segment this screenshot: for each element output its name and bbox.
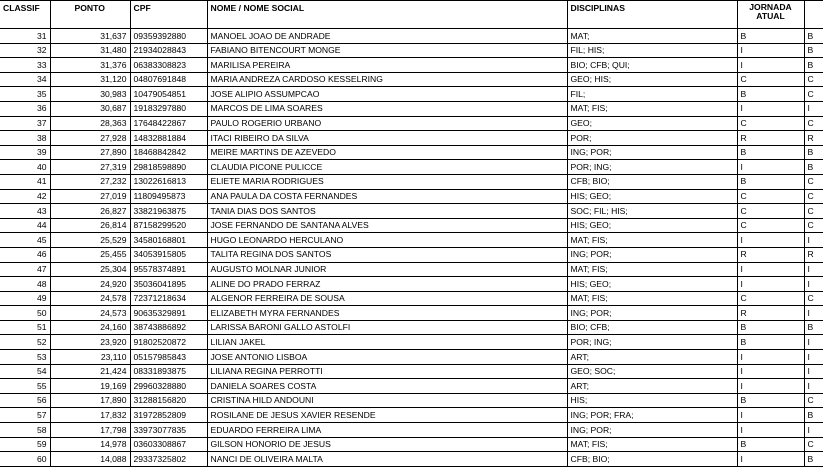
nome-cell: GILSON HONORIO DE JESUS (207, 437, 567, 452)
nome-cell: ALGENOR FERREIRA DE SOUSA (207, 291, 567, 306)
nome-cell: AUGUSTO MOLNAR JUNIOR (207, 262, 567, 277)
table-row (0, 335, 823, 350)
classif-cell: 57 (0, 408, 50, 423)
jornada-extra-cell: I (804, 335, 823, 350)
ponto-cell: 27,928 (50, 131, 130, 146)
ponto-cell: 23,920 (50, 335, 130, 350)
nome-cell: JOSE ANTONIO LISBOA (207, 350, 567, 365)
classif-cell: 40 (0, 160, 50, 175)
cpf-cell: 31972852809 (130, 408, 207, 423)
ponto-cell: 25,304 (50, 262, 130, 277)
ponto-cell: 24,920 (50, 277, 130, 292)
ponto-cell: 28,363 (50, 116, 130, 131)
classif-cell: 34 (0, 72, 50, 87)
nome-cell: ANA PAULA DA COSTA FERNANDES (207, 189, 567, 204)
cpf-cell: 17648422867 (130, 116, 207, 131)
nome-cell: CRISTINA HILD ANDOUNI (207, 393, 567, 408)
ponto-cell: 25,529 (50, 233, 130, 248)
table-row (0, 58, 823, 73)
cpf-cell: 34053915805 (130, 247, 207, 262)
cpf-cell: 34580168801 (130, 233, 207, 248)
classif-cell: 50 (0, 306, 50, 321)
jornada-atual-cell: B (737, 29, 804, 44)
nome-cell: MARIA ANDREZA CARDOSO KESSELRING (207, 72, 567, 87)
disciplinas-cell: ING; POR; (567, 423, 737, 438)
disciplinas-cell: ING; POR; (567, 145, 737, 160)
cpf-cell: 13022616813 (130, 174, 207, 189)
nome-cell: ITACI RIBEIRO DA SILVA (207, 131, 567, 146)
cpf-cell: 29337325802 (130, 452, 207, 467)
nome-cell: MEIRE MARTINS DE AZEVEDO (207, 145, 567, 160)
classif-cell: 46 (0, 247, 50, 262)
table-row (0, 160, 823, 175)
disciplinas-cell: FIL; (567, 87, 737, 102)
jornada-extra-cell: C (804, 189, 823, 204)
ponto-cell: 27,019 (50, 189, 130, 204)
classif-cell: 31 (0, 29, 50, 44)
cpf-cell: 09359392880 (130, 29, 207, 44)
jornada-extra-cell: C (804, 291, 823, 306)
table-row (0, 101, 823, 116)
cpf-cell: 87158299520 (130, 218, 207, 233)
disciplinas-cell: MAT; FIS; (567, 101, 737, 116)
ponto-cell: 21,424 (50, 364, 130, 379)
jornada-atual-cell: I (737, 408, 804, 423)
classif-cell: 53 (0, 350, 50, 365)
cpf-cell: 06383308823 (130, 58, 207, 73)
table-row (0, 364, 823, 379)
cpf-cell: 90635329891 (130, 306, 207, 321)
table-row (0, 437, 823, 452)
disciplinas-cell: BIO; CFB; (567, 320, 737, 335)
cpf-cell: 38743886892 (130, 320, 207, 335)
cpf-cell: 31288156820 (130, 393, 207, 408)
ponto-cell: 24,160 (50, 320, 130, 335)
header-ponto: PONTO (50, 1, 130, 29)
jornada-atual-cell: B (737, 174, 804, 189)
disciplinas-cell: MAT; FIS; (567, 262, 737, 277)
ponto-cell: 24,578 (50, 291, 130, 306)
disciplinas-cell: CFB; BIO; (567, 452, 737, 467)
header-disciplinas: DISCIPLINAS (567, 1, 737, 29)
disciplinas-cell: ING; POR; (567, 247, 737, 262)
table-row (0, 72, 823, 87)
ponto-cell: 26,814 (50, 218, 130, 233)
jornada-extra-cell: C (804, 204, 823, 219)
disciplinas-cell: MAT; FIS; (567, 233, 737, 248)
nome-cell: CLAUDIA PICONE PULICCE (207, 160, 567, 175)
jornada-extra-cell: C (804, 218, 823, 233)
jornada-atual-cell: I (737, 379, 804, 394)
table-row (0, 277, 823, 292)
table-row (0, 43, 823, 58)
table-row (0, 174, 823, 189)
cpf-cell: 03603308867 (130, 437, 207, 452)
ponto-cell: 14,978 (50, 437, 130, 452)
ponto-cell: 14,088 (50, 452, 130, 467)
jornada-atual-cell: B (737, 393, 804, 408)
cpf-cell: 21934028843 (130, 43, 207, 58)
jornada-atual-cell: B (737, 87, 804, 102)
jornada-atual-cell: C (737, 291, 804, 306)
ponto-cell: 31,480 (50, 43, 130, 58)
cpf-cell: 04807691848 (130, 72, 207, 87)
classif-cell: 52 (0, 335, 50, 350)
table-row (0, 408, 823, 423)
disciplinas-cell: POR; ING; (567, 160, 737, 175)
jornada-atual-cell: I (737, 43, 804, 58)
classif-cell: 54 (0, 364, 50, 379)
table-row (0, 247, 823, 262)
table-row (0, 393, 823, 408)
ponto-cell: 30,983 (50, 87, 130, 102)
jornada-extra-cell: I (804, 364, 823, 379)
disciplinas-cell: MAT; FIS; (567, 437, 737, 452)
disciplinas-cell: HIS; GEO; (567, 189, 737, 204)
jornada-extra-cell: C (804, 87, 823, 102)
jornada-atual-cell: I (737, 277, 804, 292)
ponto-cell: 24,573 (50, 306, 130, 321)
nome-cell: LILIANA REGINA PERROTTI (207, 364, 567, 379)
table-row (0, 423, 823, 438)
jornada-extra-cell: I (804, 262, 823, 277)
nome-cell: ROSILANE DE JESUS XAVIER RESENDE (207, 408, 567, 423)
jornada-extra-cell: I (804, 423, 823, 438)
ponto-cell: 27,890 (50, 145, 130, 160)
nome-cell: LILIAN JAKEL (207, 335, 567, 350)
jornada-atual-cell: I (737, 423, 804, 438)
cpf-cell: 91802520872 (130, 335, 207, 350)
jornada-atual-cell: I (737, 452, 804, 467)
disciplinas-cell: GEO; HIS; (567, 72, 737, 87)
jornada-extra-cell: C (804, 174, 823, 189)
nome-cell: ELIETE MARIA RODRIGUES (207, 174, 567, 189)
ponto-cell: 19,169 (50, 379, 130, 394)
table-row (0, 87, 823, 102)
classif-cell: 48 (0, 277, 50, 292)
classif-cell: 51 (0, 320, 50, 335)
jornada-atual-cell: B (737, 335, 804, 350)
classif-cell: 47 (0, 262, 50, 277)
jornada-extra-cell: B (804, 145, 823, 160)
nome-cell: EDUARDO FERREIRA LIMA (207, 423, 567, 438)
jornada-atual-cell: I (737, 364, 804, 379)
jornada-atual-cell: I (737, 58, 804, 73)
classif-cell: 33 (0, 58, 50, 73)
cpf-cell: 33973077835 (130, 423, 207, 438)
ponto-cell: 17,798 (50, 423, 130, 438)
classif-cell: 49 (0, 291, 50, 306)
classif-cell: 59 (0, 437, 50, 452)
jornada-extra-cell: I (804, 350, 823, 365)
cpf-cell: 18468842842 (130, 145, 207, 160)
classif-cell: 45 (0, 233, 50, 248)
disciplinas-cell: FIL; HIS; (567, 43, 737, 58)
header-row (0, 1, 823, 29)
ponto-cell: 17,832 (50, 408, 130, 423)
cpf-cell: 29960328880 (130, 379, 207, 394)
nome-cell: NANCI DE OLIVEIRA MALTA (207, 452, 567, 467)
table-row (0, 291, 823, 306)
disciplinas-cell: CFB; BIO; (567, 174, 737, 189)
nome-cell: TANIA DIAS DOS SANTOS (207, 204, 567, 219)
disciplinas-cell: HIS; (567, 393, 737, 408)
classif-cell: 38 (0, 131, 50, 146)
jornada-extra-cell: R (804, 247, 823, 262)
table-row (0, 306, 823, 321)
ponto-cell: 17,890 (50, 393, 130, 408)
nome-cell: TALITA REGINA DOS SANTOS (207, 247, 567, 262)
nome-cell: JOSE FERNANDO DE SANTANA ALVES (207, 218, 567, 233)
jornada-atual-cell: C (737, 189, 804, 204)
jornada-atual-cell: I (737, 262, 804, 277)
jornada-extra-cell: B (804, 452, 823, 467)
classif-cell: 58 (0, 423, 50, 438)
nome-cell: ELIZABETH MYRA FERNANDES (207, 306, 567, 321)
nome-cell: MANOEL JOAO DE ANDRADE (207, 29, 567, 44)
jornada-atual-cell: R (737, 131, 804, 146)
header-cpf: CPF (130, 1, 207, 29)
table-row (0, 189, 823, 204)
jornada-extra-cell: C (804, 116, 823, 131)
ponto-cell: 30,687 (50, 101, 130, 116)
jornada-extra-cell: I (804, 379, 823, 394)
cpf-cell: 19183297880 (130, 101, 207, 116)
jornada-extra-cell: C (804, 72, 823, 87)
disciplinas-cell: BIO; CFB; QUI; (567, 58, 737, 73)
header-jornada-line1: JORNADA (749, 2, 792, 12)
ponto-cell: 31,120 (50, 72, 130, 87)
header-jornada-line2: ATUAL (756, 11, 785, 22)
jornada-extra-cell: B (804, 29, 823, 44)
ponto-cell: 31,376 (50, 58, 130, 73)
header-extra (804, 1, 823, 29)
classif-cell: 36 (0, 101, 50, 116)
table-row (0, 320, 823, 335)
ponto-cell: 26,827 (50, 204, 130, 219)
nome-cell: DANIELA SOARES COSTA (207, 379, 567, 394)
nome-cell: MARILISA PEREIRA (207, 58, 567, 73)
jornada-extra-cell: I (804, 277, 823, 292)
cpf-cell: 08331893875 (130, 364, 207, 379)
jornada-extra-cell: B (804, 43, 823, 58)
classif-cell: 39 (0, 145, 50, 160)
header-classif: CLASSIF (0, 1, 50, 29)
jornada-atual-cell: I (737, 350, 804, 365)
cpf-cell: 29818598890 (130, 160, 207, 175)
disciplinas-cell: MAT; (567, 29, 737, 44)
table-row (0, 262, 823, 277)
jornada-extra-cell: B (804, 408, 823, 423)
cpf-cell: 05157985843 (130, 350, 207, 365)
classif-cell: 44 (0, 218, 50, 233)
ponto-cell: 25,455 (50, 247, 130, 262)
cpf-cell: 72371218634 (130, 291, 207, 306)
disciplinas-cell: POR; (567, 131, 737, 146)
table-row (0, 145, 823, 160)
classif-cell: 55 (0, 379, 50, 394)
classif-cell: 32 (0, 43, 50, 58)
nome-cell: ALINE DO PRADO FERRAZ (207, 277, 567, 292)
disciplinas-cell: HIS; GEO; (567, 277, 737, 292)
nome-cell: FABIANO BITENCOURT MONGE (207, 43, 567, 58)
jornada-extra-cell: B (804, 160, 823, 175)
table-row (0, 116, 823, 131)
jornada-atual-cell: I (737, 160, 804, 175)
jornada-extra-cell: I (804, 101, 823, 116)
disciplinas-cell: ING; POR; FRA; (567, 408, 737, 423)
jornada-atual-cell: B (737, 145, 804, 160)
cpf-cell: 11809495873 (130, 189, 207, 204)
classif-cell: 35 (0, 87, 50, 102)
disciplinas-cell: MAT; FIS; (567, 291, 737, 306)
jornada-extra-cell: R (804, 131, 823, 146)
table-row (0, 29, 823, 44)
classif-cell: 60 (0, 452, 50, 467)
disciplinas-cell: GEO; (567, 116, 737, 131)
classif-cell: 42 (0, 189, 50, 204)
nome-cell: JOSE ALIPIO ASSUMPCAO (207, 87, 567, 102)
cpf-cell: 35036041895 (130, 277, 207, 292)
cpf-cell: 95578374891 (130, 262, 207, 277)
jornada-atual-cell: C (737, 218, 804, 233)
disciplinas-cell: GEO; SOC; (567, 364, 737, 379)
jornada-atual-cell: B (737, 437, 804, 452)
nome-cell: MARCOS DE LIMA SOARES (207, 101, 567, 116)
disciplinas-cell: ING; POR; (567, 306, 737, 321)
ponto-cell: 23,110 (50, 350, 130, 365)
header-nome: NOME / NOME SOCIAL (207, 1, 567, 29)
classif-cell: 37 (0, 116, 50, 131)
ponto-cell: 31,637 (50, 29, 130, 44)
jornada-atual-cell: C (737, 116, 804, 131)
jornada-atual-cell: R (737, 247, 804, 262)
jornada-extra-cell: C (804, 393, 823, 408)
classif-cell: 56 (0, 393, 50, 408)
table-row (0, 233, 823, 248)
jornada-atual-cell: R (737, 306, 804, 321)
nome-cell: PAULO ROGERIO URBANO (207, 116, 567, 131)
jornada-atual-cell: I (737, 233, 804, 248)
classif-cell: 43 (0, 204, 50, 219)
ponto-cell: 27,319 (50, 160, 130, 175)
classif-cell: 41 (0, 174, 50, 189)
table-row (0, 350, 823, 365)
table-row (0, 218, 823, 233)
cpf-cell: 33821963875 (130, 204, 207, 219)
ponto-cell: 27,232 (50, 174, 130, 189)
nome-cell: LARISSA BARONI GALLO ASTOLFI (207, 320, 567, 335)
disciplinas-cell: ART; (567, 379, 737, 394)
jornada-atual-cell: B (737, 320, 804, 335)
jornada-extra-cell: B (804, 58, 823, 73)
table-row (0, 204, 823, 219)
table-body (0, 29, 823, 467)
jornada-extra-cell: I (804, 306, 823, 321)
disciplinas-cell: HIS; GEO; (567, 218, 737, 233)
table-row (0, 131, 823, 146)
table-row (0, 379, 823, 394)
jornada-atual-cell: C (737, 72, 804, 87)
header-jornada (737, 1, 804, 29)
jornada-extra-cell: C (804, 437, 823, 452)
jornada-extra-cell: B (804, 320, 823, 335)
jornada-atual-cell: I (737, 101, 804, 116)
table-row (0, 452, 823, 467)
disciplinas-cell: SOC; FIL; HIS; (567, 204, 737, 219)
cpf-cell: 10479054851 (130, 87, 207, 102)
cpf-cell: 14832881884 (130, 131, 207, 146)
disciplinas-cell: ART; (567, 350, 737, 365)
jornada-atual-cell: C (737, 204, 804, 219)
disciplinas-cell: POR; ING; (567, 335, 737, 350)
nome-cell: HUGO LEONARDO HERCULANO (207, 233, 567, 248)
jornada-extra-cell: I (804, 233, 823, 248)
